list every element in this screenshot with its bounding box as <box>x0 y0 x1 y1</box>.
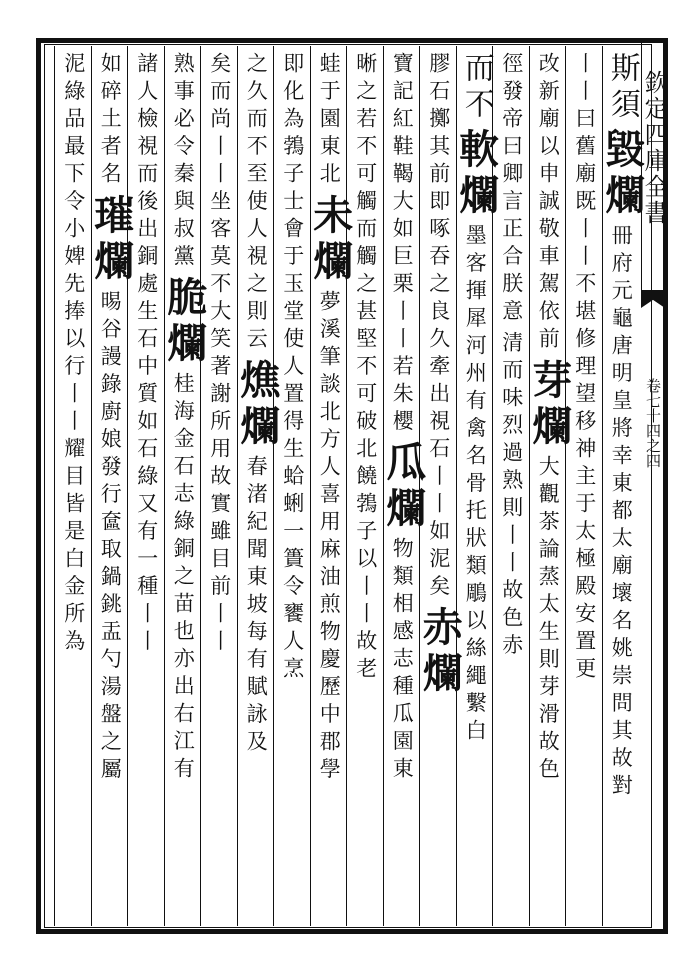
column-text: 墨客揮犀河州有禽名骨托狀類鵰以絲繩繫白 <box>463 224 488 747</box>
entry-headword: 脆爛 <box>160 276 208 368</box>
column-rule <box>273 46 274 926</box>
column-rule <box>91 46 92 926</box>
column-text: 泥綠品最下令小婢先捧以行丨丨耀目皆是白金所為 <box>61 52 86 657</box>
book-title: 欽定四庫全書 <box>640 70 668 226</box>
column-text: 徑發帝曰卿言正合朕意 <box>499 52 524 327</box>
column-text: 即化為鵓子士會于玉堂使人置得生蛤蜊一簣令饔人烹 <box>280 52 305 685</box>
column-text: 大觀茶論蒸太生則芽滑故色 <box>536 454 561 785</box>
volume-label: 卷七十四之四 <box>644 378 662 468</box>
entry-headword: 未爛 <box>306 193 354 286</box>
column-text: 矣而尚丨丨坐客莫不大笑著謝所用故實雖目前丨丨 <box>207 52 232 657</box>
column-rule <box>237 46 238 926</box>
column-text: 物類相感志種瓜園東 <box>390 537 415 785</box>
entry-headword: 軟爛 <box>452 128 500 220</box>
column-text: 斯須 <box>604 52 640 124</box>
column-rule <box>54 46 55 926</box>
entry-headword: 燋爛 <box>233 358 281 451</box>
entry-headword: 毀爛 <box>598 128 646 220</box>
column-text: 冊府元龜唐明皇將幸東都太廟壞名姚崇問其故對 <box>609 224 634 802</box>
column-text: 熟事必令秦與叔黨 <box>171 52 196 272</box>
column-rule <box>164 46 165 926</box>
entry-headword: 瓜爛 <box>379 441 427 533</box>
column-text: 晰之若不可觸而觸之甚堅不可破北饒鵓子以丨丨故老 <box>353 52 378 685</box>
column-rule <box>565 46 566 926</box>
column-text: 而不 <box>458 52 494 124</box>
entry-headword: 璀爛 <box>87 193 135 286</box>
column-rule <box>200 46 201 926</box>
column-text: 丨丨曰舊廟既丨丨不堪修理望移神主于太極殿安置更 <box>572 52 597 685</box>
column-text: 晹谷謾錄廚娘發行奩取鍋銚盂勺湯盤之屬 <box>98 289 123 785</box>
column-text: 清而味烈過熟則丨丨故色赤 <box>499 331 524 661</box>
column-text: 春渚紀聞東坡每有賦詠及 <box>244 454 269 757</box>
column-rule <box>310 46 311 926</box>
column-text: 諸人檢視而後出銅處生石中質如石綠又有一種丨丨 <box>134 52 159 657</box>
column-text: 改新廟以申誠敬車駕依前 <box>536 52 561 355</box>
column-text: 夢溪筆談北方人喜用麻油煎物慶歷中郡學 <box>317 289 342 785</box>
entry-headword: 赤爛 <box>416 606 464 698</box>
column-text: 蛙于園東北 <box>317 52 342 190</box>
column-rule <box>529 46 530 926</box>
column-text: 之久而不至使人視之則云 <box>244 52 269 355</box>
column-text: 寶記紅鞋鞨大如巨栗丨丨若朱櫻 <box>390 52 415 437</box>
column-text: 桂海金石志綠銅之苗也亦出右江有 <box>171 372 196 785</box>
entry-headword: 芽爛 <box>525 358 573 451</box>
column-rule <box>127 46 128 926</box>
column-text: 膠石擲其前即啄吞之良久牽出視石丨丨如泥矣 <box>426 52 451 602</box>
column-text: 如碎土者名 <box>98 52 123 190</box>
column-rule <box>346 46 347 926</box>
